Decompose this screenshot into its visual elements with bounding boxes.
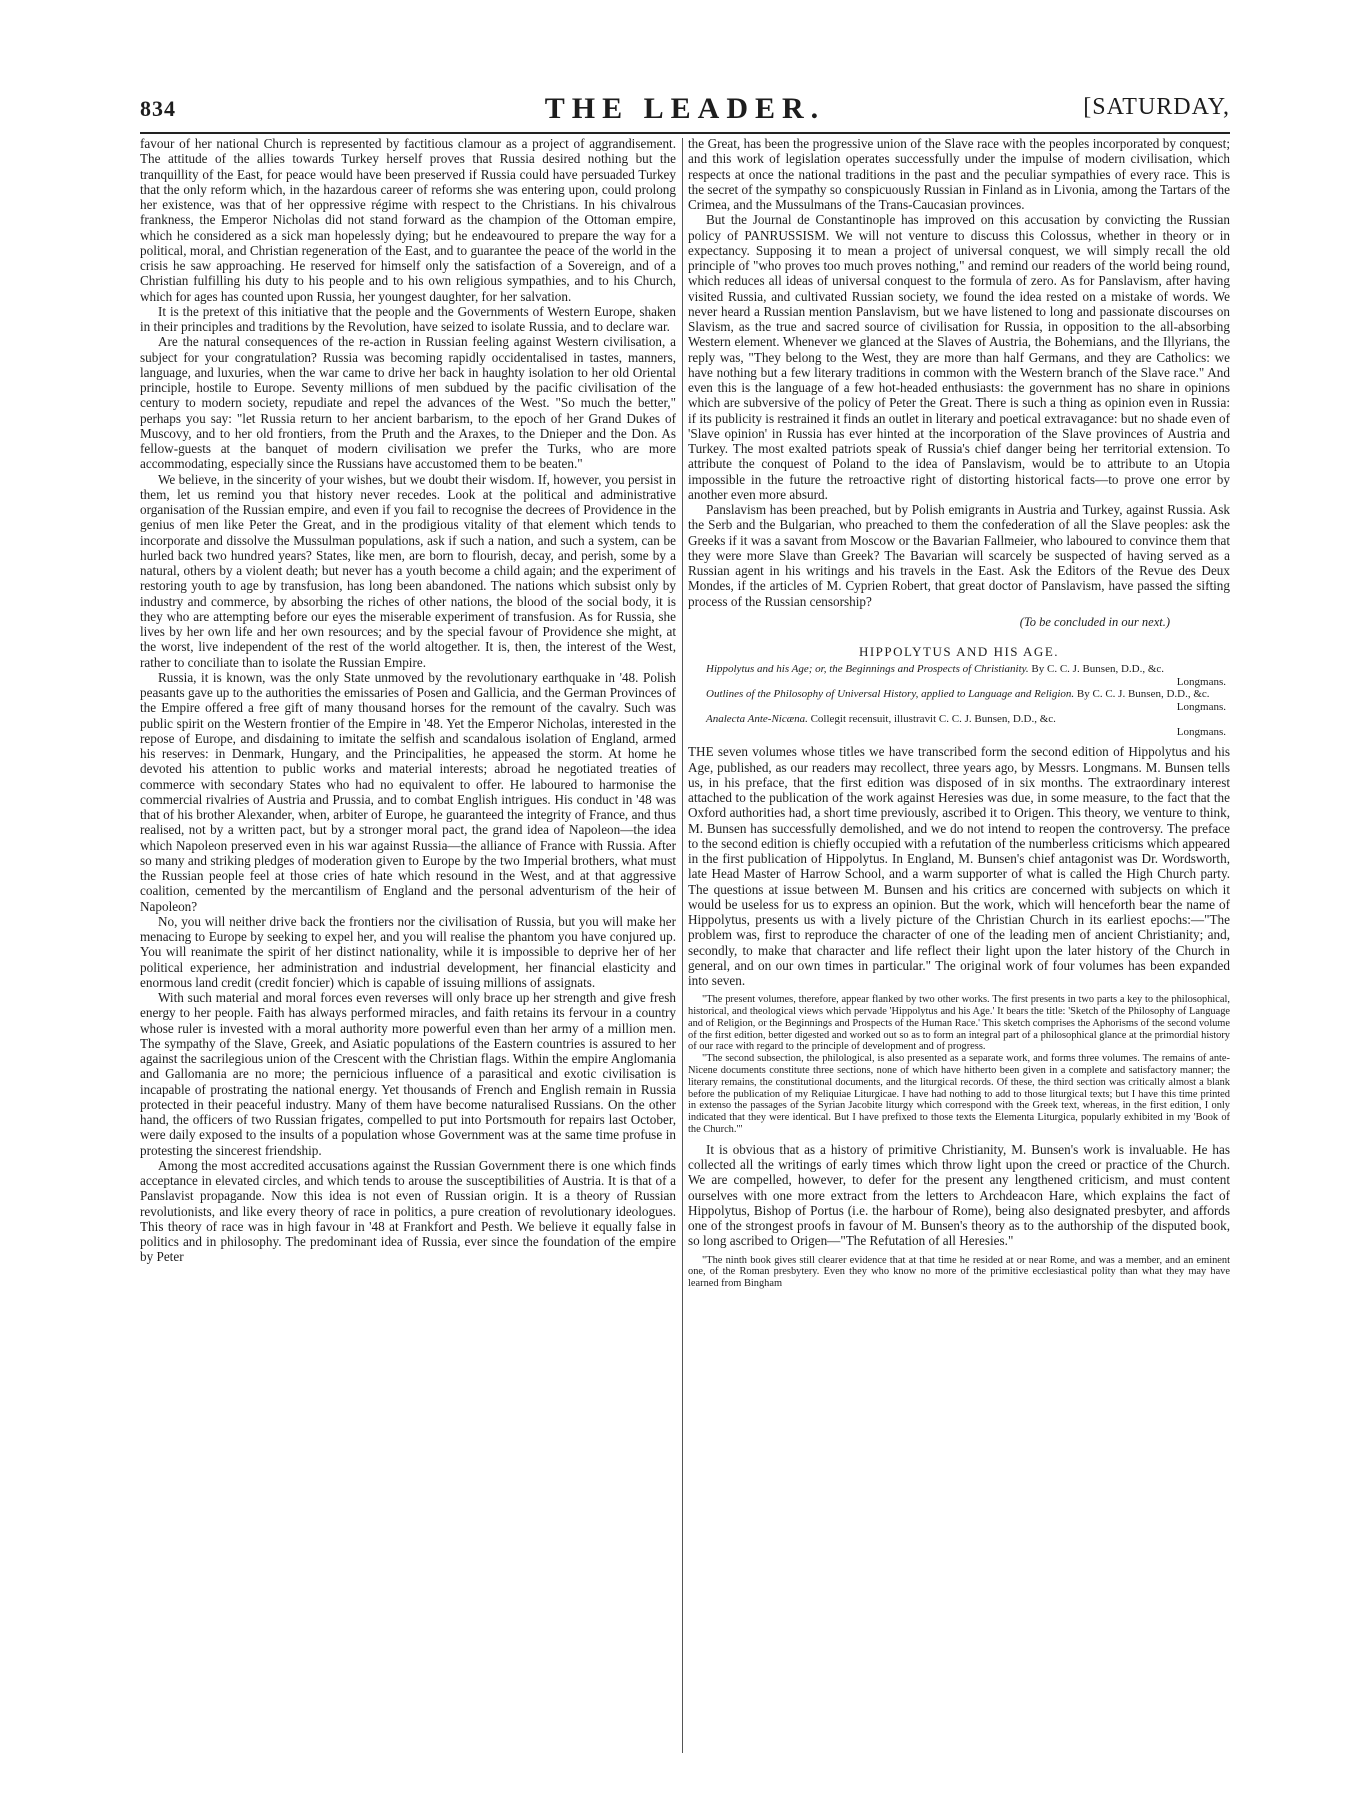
page-number: 834 [140,96,176,121]
day-label: [SATURDAY, [1083,94,1230,120]
book-author: By C. C. J. Bunsen, D.D., &c. [1031,663,1165,676]
book-entry [688,663,1230,688]
section-heading: HIPPOLYTUS AND HIS AGE. [858,644,1060,659]
footnote-block [688,1255,1230,1290]
book-publisher: Longmans. [1176,725,1226,738]
book-publisher: Longmans. [1176,675,1226,688]
page-header [140,92,1230,134]
column-divider [682,138,683,1753]
continued-note: (To be concluded in our next.) [1019,614,1170,629]
article-paragraph: the Great, has been the progressive union of the Slave race with the peoples incorporated by conquest; and this work of legislation operates successfully under the impulse of modern civilisation, which respects at once the national traditions in the past and the peculiar sympathies of every race. This is the secret of the sympathy so conspicuously Russian in Finland as in Livonia, among the Tartars of the Crimea, and the Mussulmans of the Trans-Caucasian provinces. [688,136,1230,212]
book-title: Outlines of the Philosophy of Universal History, applied to Language and Religion. [706,688,1075,701]
masthead-title: THE LEADER. [544,92,826,125]
book-title: Analecta Ante-Nicæna. [706,713,808,726]
footnote-paragraph: "The ninth book gives still clearer evidence that at that time he resided at or near Rome, and was a member, and an eminent one, of the Roman presbytery. Even they who know no more of the primitive ecclesiastical polity than what they may have learned from Bingham [688,1254,1230,1290]
book-list [688,663,1230,738]
book-title: Hippolytus and his Age; or, the Beginnings and Prospects of Christianity. [706,663,1029,676]
book-publisher: Longmans. [1176,700,1226,713]
article-paragraph: We believe, in the sincerity of your wishes, but we doubt their wisdom. If, however, you persist in them, let us remind you that history never recedes. Look at the political and administrative organisation of the Russian empire, and even if you fail to recognise the decrees of Providence in the genius of men like Peter the Great, and in the prodigious vitality of that element which tends to incorporate and dissolve the Mussulman populations, ask if such a nation, and such a system, can be hurled back two hundred years? States, like men, are born to flourish, decay, and perish, some by a natural, others by a violent death; but never has a youth become a child again; and the experiment of restoring youth to age by transfusion, has long been abandoned. The nations which subsist only by industry and commerce, by absorbing the riches of other nations, the blood of the social body, it is they who are attempting before our eyes the miserable experiment of transfusion. As for Russia, she lives by her own life and her own resources; and by the special favour of Providence she might, at the worst, live independent of the rest of the world altogether. It is, then, the interest of the West, rather to conciliate than to isolate the Russian Empire. [140,471,676,670]
book-author: By C. C. J. Bunsen, D.D., &c. [1076,688,1210,701]
book-author: Collegit recensuit, illustravit C. C. J. Bunsen, D.D., &c. [810,713,1056,726]
article-paragraph: It is the pretext of this initiative that the people and the Governments of Western Europe, shaken in their principles and traditions by the Revolution, have seized to isolate Russia, and to declare war. [140,303,676,334]
article-paragraph: Panslavism has been preached, but by Polish emigrants in Austria and Turkey, against Russia. Ask the Serb and the Bulgarian, who preached to them the confederation of all the Slave peoples: ask the Greeks if it was a savant from Moscow or the Bavarian Fallmeier, who laboured to convince them that they were more Slave than Greek? The Bavarian will scarcely be suspected of having served as a Russian agent in his writings and his travels in the East. Ask the Editors of the Revue des Deux Mondes, if the articles of M. Cyprien Robert, that great doctor of Panslavism, have passed the sifting process of the Russian censorship? [688,502,1230,609]
footnote-paragraph: "The second subsection, the philological, is also presented as a separate work, and forms three volumes. The remains of ante-Nicene documents constitute three sections, none of which have hitherto been given in a complete and satisfactory manner; the literary remains, the constitutional documents, and the liturgical records. Of these, the third section was critically almost a blank before the publication of my Reliquiae Liturgicae. I have had nothing to add to those liturgical texts; but I have this time printed in extenso the passages of the Syrian Jacobite liturgy which correspond with the Greek text, whereas, in the first edition, I only indicated that they were identical. But I have prefixed to those texts the Elementa Liturgica, popularly exhibited in my 'Book of the Church.'" [688,1053,1230,1136]
left-column [140,136,676,1265]
header-rule [140,132,1230,134]
article-paragraph: Russia, it is known, was the only State unmoved by the revolutionary earthquake in '48. Polish peasants gave up to the authorities the emissaries of Posen and Gallicia, and the German Provinces of the Empire offered a free gift of many thousand horses for the remount of the cavalry. Such was public spirit on the Western frontier of the Empire in '48. Yet the Emperor Nicholas, interested in the repose of Europe, and disdaining to imitate the selfish and scandalous isolation of England, armed his reserves: in Denmark, Hungary, and the Principalities, he appeased the storm. At home he devoted his attention to public works and material interests; abroad he negotiated treaties of commerce with secondary States who had no equivalent to offer. He laboured to harmonise the commercial rivalries of Austria and Prussia, and to combat English intrigues. His conduct in '48 was that of his brother Alexander, when, arbiter of Europe, he guaranteed the integrity of France, and thus realised, not by a written pact, but by a stronger moral pact, the grand idea of Napoleon—the idea which Napoleon preserved even in his war against Russia—the alliance of France with Russia. After so many and striking pledges of moderation given to Europe by the two Imperial brothers, what must the Russian people feel at those cries of hate which resound in the West, and at that aggressive coalition, cemented by the mercantilism of England and the personal adventurism of the heir of Napoleon? [140,669,676,914]
review-paragraph: THE seven volumes whose titles we have transcribed form the second edition of Hippolytus and his Age, published, as our readers may recollect, three years ago, by Messrs. Longmans. M. Bunsen tells us, in his preface, that the first edition was disposed of in six months. The extraordinary interest attached to the publication of the work against Heresies was due, in some measure, to the fact that the Oxford authorities had, a short time previously, ascribed it to Origen. This theory, we venture to think, M. Bunsen has successfully demolished, and we do not intend to reopen the controversy. The preface to the second edition is chiefly occupied with a refutation of the numberless criticisms which appeared in the first publication of Hippolytus. In England, M. Bunsen's chief antagonist was Dr. Wordsworth, late Head Master of Harrow School, and a warm supporter of what is called the High Church party. The questions at issue between M. Bunsen and his critics are concerned with subjects on which it would be useless for us to express an opinion. But the work, which will henceforth bear the name of Hippolytus, presents us with a lively picture of the Christian Church in its earliest epochs:—"The problem was, first to reproduce the character of one of the leading men of ancient Christianity; and, secondly, to make that character and life reflect their light upon the later history of the Church in general, and on our own times in particular." The original work of four volumes has been expanded into seven. [688,744,1230,988]
footnote-block [688,994,1230,1136]
article-paragraph: No, you will neither drive back the frontiers nor the civilisation of Russia, but you will make her menacing to Europe by seeking to expel her, and you will realise the phantom you have conjured up. You will reanimate the spirit of her distinct nationality, while it is impossible to deprive her of her political experience, her administration and industrial development, her financial elasticity and enormous land credit (credit foncier) which is capable of issuing millions of assignats. [140,913,676,990]
review-paragraph: It is obvious that as a history of primitive Christianity, M. Bunsen's work is invaluable. He has collected all the writings of early times which throw light upon the creed or practice of the Church. We are compelled, however, to defer for the present any lengthened criticism, and must content ourselves with one more extract from the letters to Archdeacon Hare, which explains the fact of Hippolytus, Bishop of Portus (i.e. the harbour of Rome), being also designated presbyter, and affords one of the strongest proofs in favour of M. Bunsen's theory as to the authorship of the disputed book, so long ascribed to Origen—"The Refutation of all Heresies." [688,1141,1230,1249]
article-paragraph: favour of her national Church is represented by factitious clamour as a project of aggrandisement. The attitude of the allies towards Turkey herself proves that Russia desired nothing but the tranquillity of the East, for peace would have been preserved if Russia could have persuaded Turkey that the only reform which, in the hazardous career of reforms she was entering upon, could prolong her existence, was that of her oppressive régime with respect to the Christians. In his chivalrous frankness, the Emperor Nicholas did not stand forward as the champion of the Ottoman empire, which he considered as a sick man hopelessly dying; but he endeavoured to prepare the way for a political, moral, and Christian regeneration of the East, and to guarantee the peace of the world in the crisis he saw approaching. He reserved for himself only the satisfaction of a Sovereign, and of a Christian fulfilling his duty to his people and to his own religious sympathies, and to his Church, which for ages has counted upon Russia, her youngest daughter, for her salvation. [140,136,676,304]
article-paragraph: But the Journal de Constantinople has improved on this accusation by convicting the Russian policy of PANRUSSISM. We will not venture to discuss this Colossus, whether in theory or in expectancy. Supposing it to mean a project of universal conquest, we will simply recall the old principle of "who proves too much proves nothing," and remind our readers of the world being round, which reduces all ideas of universal conquest to the formula of zero. As for Panslavism, after having visited Russia, and cultivated Russian society, we found the idea rested on a mistake of words. We never heard a Russian mention Panslavism, but we have listened to long and passionate discourses on Slavism, as the true and sacred source of civilisation for Russia, in opposition to the all-absorbing Western element. Whenever we glanced at the Slaves of Austria, the Bohemians, and the Illyrians, the reply was, "They belong to the West, they are more than half Germans, and they are Catholics: we have nothing but a few literary traditions in common with the Western branch of the Slave race." And even this is the language of a few hot-headed enthusiasts: the government has no share in opinions which are subversive of the policy of Peter the Great. There is such a thing as opinion even in Russia: if its publicity is restrained it finds an outlet in literary and poetical extravagance: but no shade even of 'Slave opinion' in Russia has ever hinted at the incorporation of the Slave provinces of Austria and Turkey. The most exalted patriots speak of Russia's chief danger being her territorial extension. To attribute the conquest of Poland to the idea of Panslavism, would be to attribute to an Utopia impossible in the future the retroactive right of distorting historical facts—to prove one error by another even more absurd. [688,212,1230,502]
right-column [688,136,1230,1296]
book-entry [688,713,1230,738]
article-paragraph: With such material and moral forces even reverses will only brace up her strength and give fresh energy to her people. Faith has always performed miracles, and faith retains its fervour in a country whose ruler is invested with a moral authority more powerful even than her army of a million men. The sympathy of the Slave, Greek, and Asiatic populations of the Eastern countries is assured to her against the sacrilegious union of the Crescent with the Christian flags. Within the empire Anglomania and Gallomania are no more; the pernicious influence of a parasitical and exotic civilisation is incapable of prostrating the national energy. Yet thousands of French and English remain in Russia protected in their peaceful industry. Many of them have become naturalised Russians. On the other hand, the officers of two Russian frigates, compelled to put into Portsmouth for repairs last October, were daily exposed to the insults of a population whose Government was at the same time profuse in protesting the sincerest friendship. [140,990,676,1158]
book-entry [688,688,1230,713]
article-paragraph: Are the natural consequences of the re-action in Russian feeling against Western civilisation, a subject for your congratulation? Russia was becoming rapidly occidentalised in tastes, manners, language, and luxuries, when the war came to drive her back in haughty isolation to her old Oriental principle, hostile to Europe. Seventy millions of men subdued by the pacific civilisation of the century to modern society, repudiate and repel the advances of the West. "So much the better," perhaps you say: "let Russia return to her ancient barbarism, to the epoch of her Grand Dukes of Muscovy, and to her old frontiers, from the Pruth and the Araxes, to the Dnieper and the Don. As fellow-guests at the banquet of modern civilisation we prefer the Turks, who are more accommodating, especially since the Russians have accustomed them to be beaten." [140,334,676,472]
footnote-paragraph: "The present volumes, therefore, appear flanked by two other works. The first presents in two parts a key to the philosophical, historical, and theological views which pervade 'Hippolytus and his Age.' It bears the title: 'Sketch of the Philosophy of Language and of Religion, or the Beginnings and Prospects of the Human Race.' This sketch comprises the Aphorisms of the second volume of the first edition, better digested and worked out so as to form an integral part of a philosophical glance at the primordial history of our race with regard to the principle of development and of progress. [688,994,1230,1053]
article-paragraph: Among the most accredited accusations against the Russian Government there is one which finds acceptance in elevated circles, and which tends to arouse the susceptibilities of Austria. It is that of a Panslavist propagande. Now this idea is not even of Russian origin. It is a theory of Russian revolutionists, and like every theory of race in politics, a pure creation of revolutionary ideologues. This theory of race was in high favour in '48 at Frankfort and Pesth. We believe it equally false in politics and in philosophy. The predominant idea of Russia, ever since the foundation of the empire by Peter [140,1157,676,1265]
